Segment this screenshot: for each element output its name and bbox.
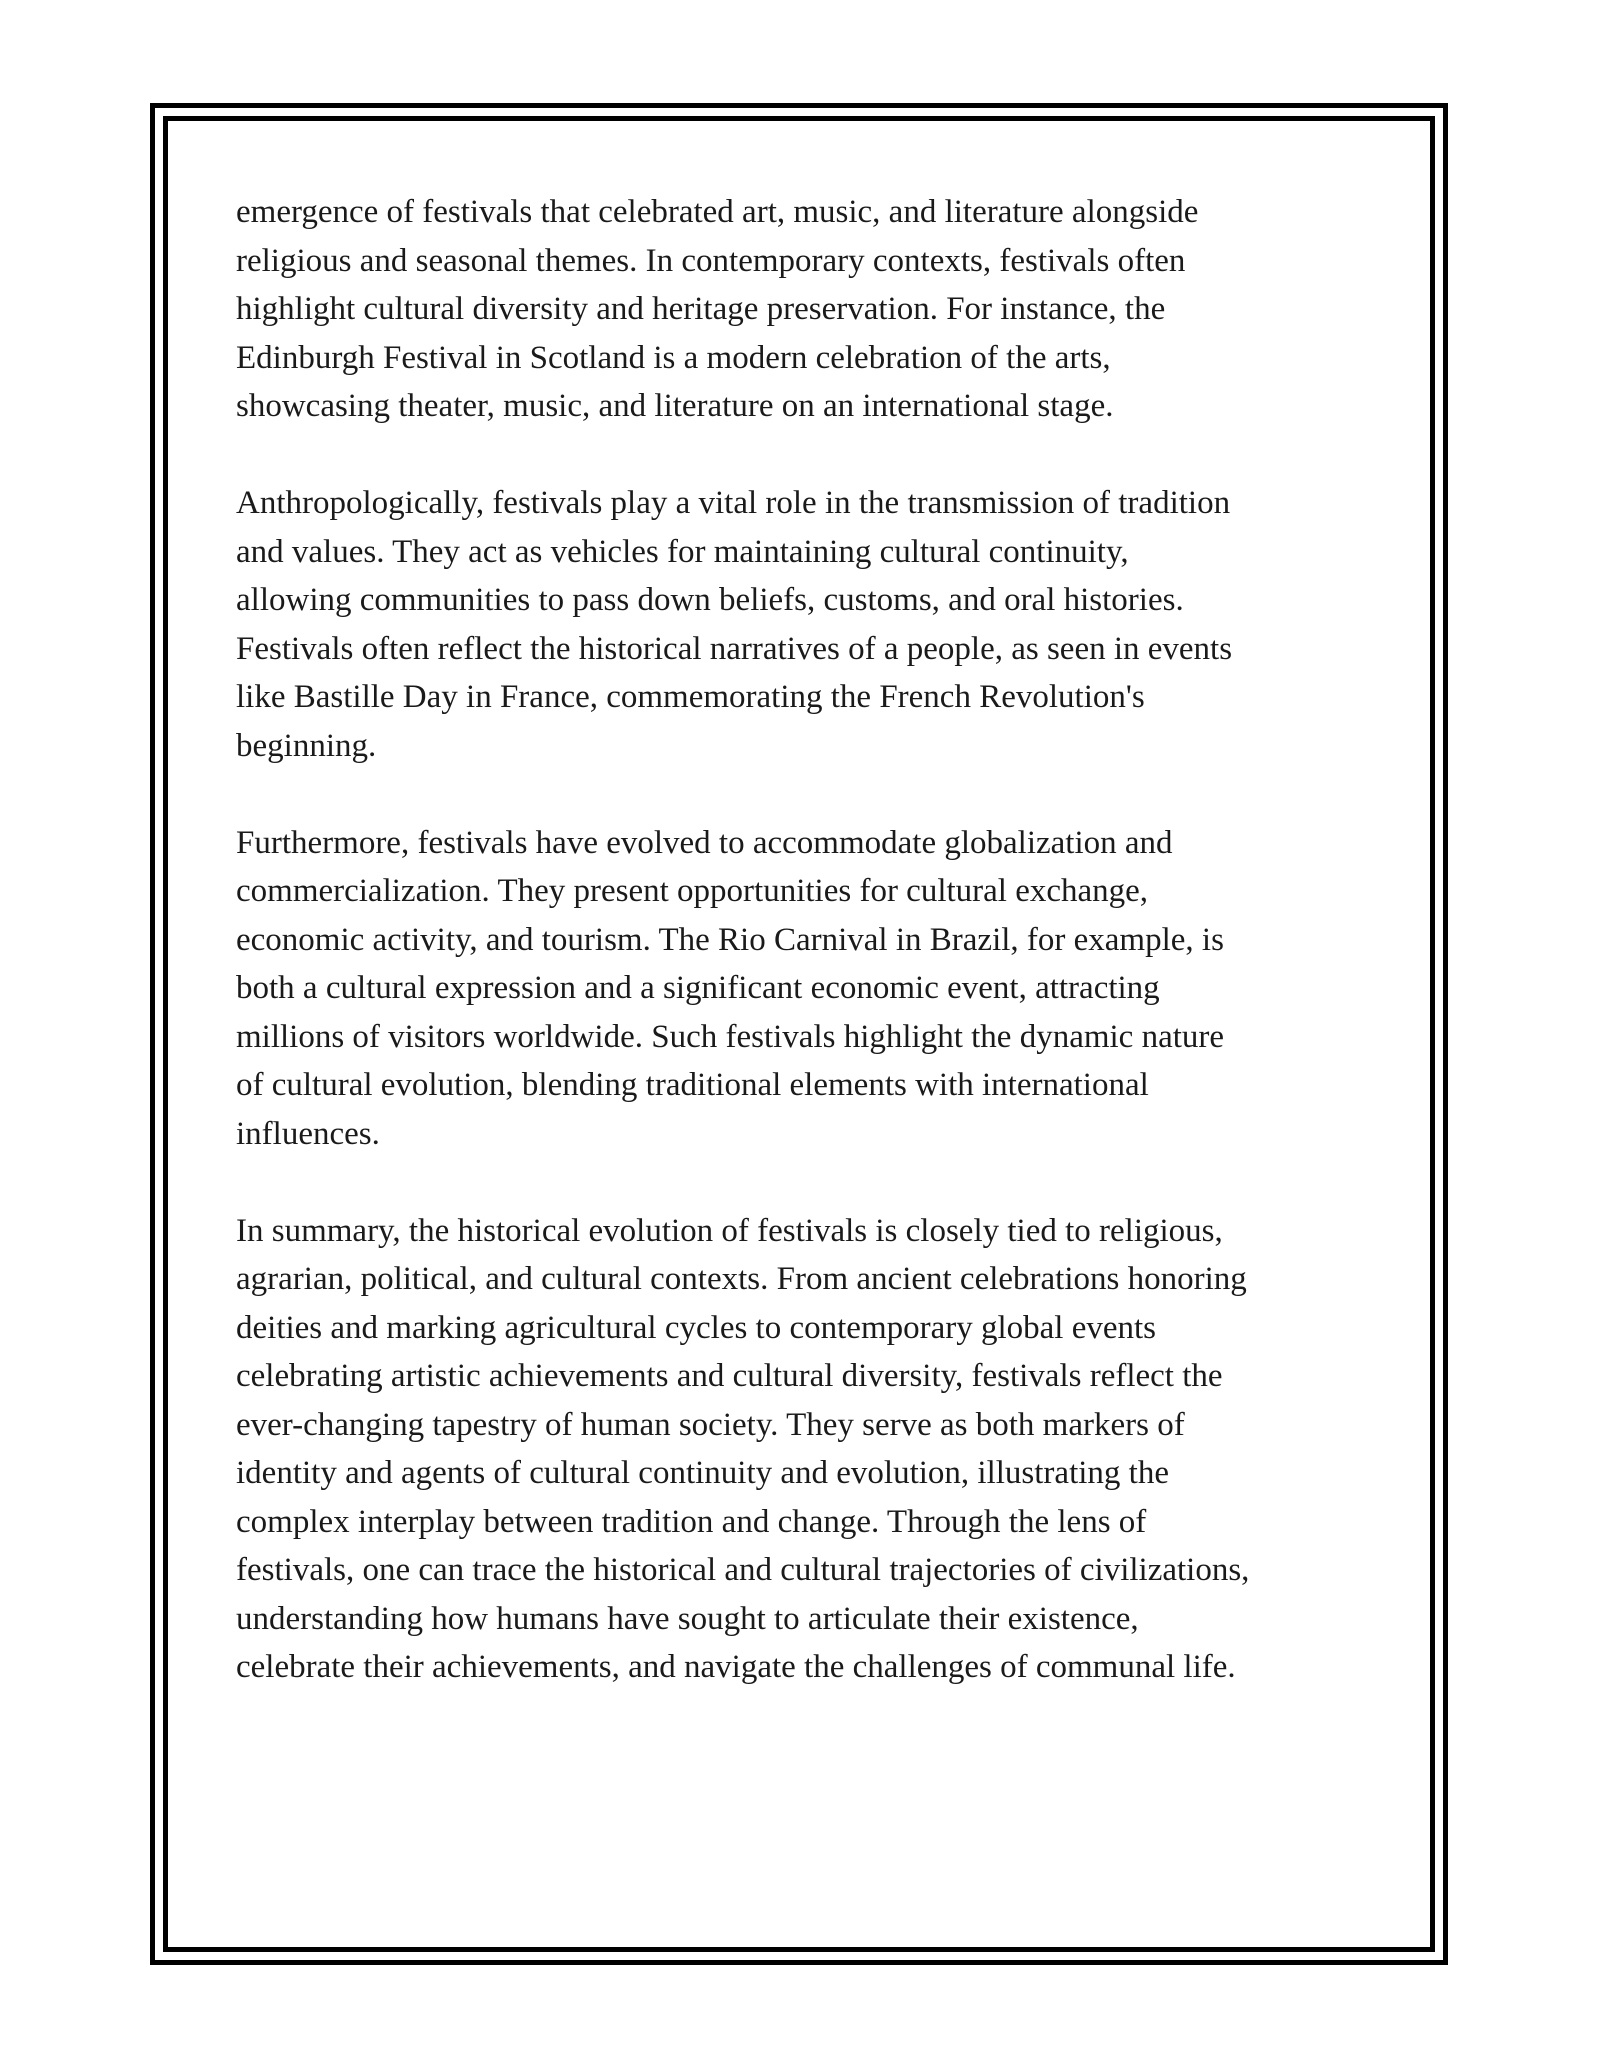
paragraph-4: In summary, the historical evolution of festivals is closely tied to religious, agrarian, political, and cultural contexts. From ancient celebrations honoring deities and marking agricultural cycles to contemporary global events celebrating artistic achievements and cultural diversity, festivals reflect the ever-changing tapestry of human society. They serve as both markers of identity and agents of cultural continuity and evolution, illustrating the complex interplay between tradition and change. Through the lens of festivals, one can trace the historical and cultural trajectories of civilizations, understanding how humans have sought to articulate their existence, celebrate their achievements, and navigate the challenges of communal life.: [236, 1212, 1250, 1685]
paragraph-3: Furthermore, festivals have evolved to accommodate globalization and commercialization. They present opportunities for cultural exchange, economic activity, and tourism. The Rio Carnival in Brazil, for example, is both a cultural expression and a significant economic event, attracting millions of visitors worldwide. Such festivals highlight the dynamic nature of cultural evolution, blending traditional elements with international influences.: [236, 824, 1225, 1152]
document-body: [236, 188, 1386, 1740]
paragraph-2: Anthropologically, festivals play a vital role in the transmission of tradition and values. They act as vehicles for maintaining cultural continuity, allowing communities to pass down beliefs, customs, and oral histories. Festivals often reflect the historical narratives of a people, as seen in events like Bastille Day in France, commemorating the French Revolution's beginning.: [236, 485, 1233, 764]
paragraph-1: emergence of festivals that celebrated art, music, and literature alongside religious and seasonal themes. In contemporary contexts, festivals often highlight cultural diversity and heritage preservation. For instance, the Edinburgh Festival in Scotland is a modern celebration of the arts, showcasing theater, music, and literature on an international stage.: [236, 194, 1199, 424]
